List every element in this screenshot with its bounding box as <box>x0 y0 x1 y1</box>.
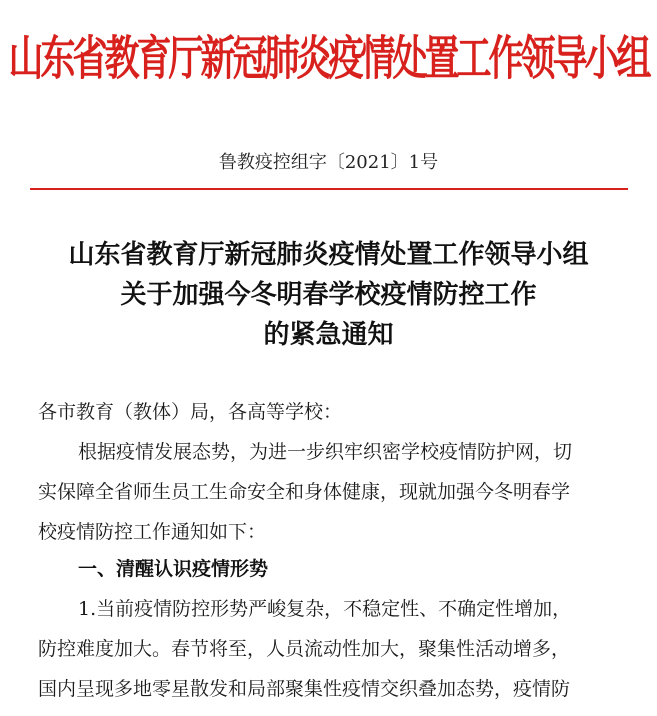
item-1-line-3: 国内呈现多地零星散发和局部聚集性疫情交织叠加态势，疫情防 <box>38 678 571 700</box>
section-1-heading: 一、清醒认识疫情形势 <box>78 558 269 580</box>
intro-paragraph-line-1: 根据疫情发展态势，为进一步织牢织密学校疫情防护网，切 <box>78 441 573 463</box>
title-line-2: 关于加强今冬明春学校疫情防控工作 <box>120 280 537 310</box>
intro-paragraph-line-3: 校疫情防控工作通知如下： <box>38 521 267 543</box>
salutation: 各市教育（教体）局，各高等学校： <box>38 401 343 423</box>
issuer-red-header: 山东省教育厅新冠肺炎疫情处置工作领导小组 <box>8 31 649 87</box>
title-line-3: 的紧急通知 <box>263 320 394 350</box>
red-divider-line <box>30 188 628 190</box>
title-line-1: 山东省教育厅新冠肺炎疫情处置工作领导小组 <box>68 240 589 270</box>
item-1-line-1: 1.当前疫情防控形势严峻复杂，不稳定性、不确定性增加， <box>78 598 572 620</box>
intro-paragraph-line-2: 实保障全省师生员工生命安全和身体健康，现就加强今冬明春学 <box>38 481 571 503</box>
item-1-line-2: 防控难度加大。春节将至，人员流动性加大，聚集性活动增多， <box>38 638 571 660</box>
document-number: 鲁教疫控组字〔2021〕1号 <box>218 152 439 173</box>
